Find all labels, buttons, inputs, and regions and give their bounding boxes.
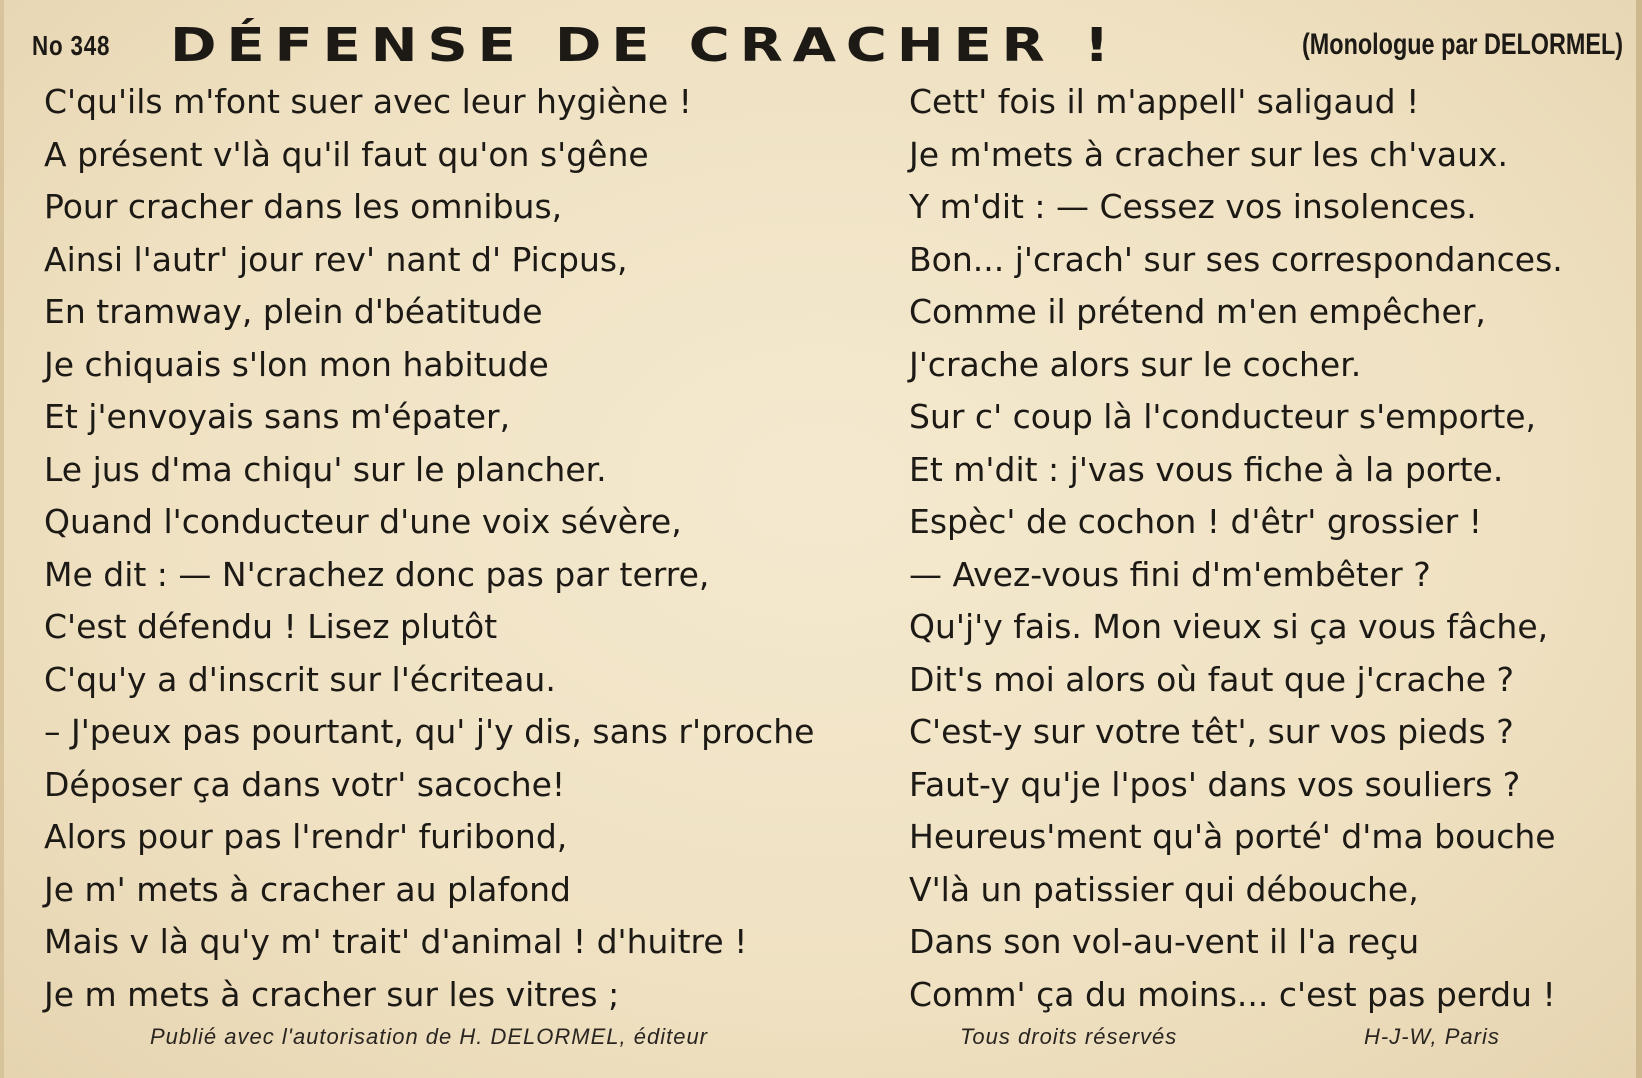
left-column xyxy=(44,76,814,1021)
verse-line: Je m' mets à cracher au plafond xyxy=(44,869,572,909)
page-title: DÉFENSE DE CRACHER ! xyxy=(170,18,1120,72)
verse-line: Comme il prétend m'en empêcher, xyxy=(909,292,1486,331)
verse-line: Dit's moi alors où faut que j'crache ? xyxy=(909,659,1515,699)
verse-line: C'qu'y a d'inscrit sur l'écriteau. xyxy=(44,659,556,699)
verse-line: – J'peux pas pourtant, qu' j'y dis, sans r'proche xyxy=(44,712,815,751)
footer xyxy=(4,1024,1642,1064)
verse-line: Y m'dit : — Cessez vos insolences. xyxy=(909,187,1477,226)
verse-line: Cett' fois il m'appell' saligaud ! xyxy=(909,82,1420,121)
verse-line: Heureus'ment qu'à porté' d'ma bouche xyxy=(909,817,1556,856)
verse-line: Et j'envoyais sans m'épater, xyxy=(44,397,511,436)
verse-line: Qu'j'y fais. Mon vieux si ça vous fâche, xyxy=(909,607,1549,646)
subtitle: (Monologue par DELORMEL) xyxy=(1302,28,1624,61)
verse-line: Je m'mets à cracher sur les ch'vaux. xyxy=(909,134,1509,174)
verse-line: Le jus d'ma chiqu' sur le plancher. xyxy=(44,449,607,489)
verse-line: Me dit : — N'crachez donc pas par terre, xyxy=(44,554,710,594)
card-number: No 348 xyxy=(32,30,111,61)
printer-note: H-J-W, Paris xyxy=(1364,1024,1500,1049)
verse-line: V'là un patissier qui débouche, xyxy=(909,869,1419,909)
verse-line: Quand l'conducteur d'une voix sévère, xyxy=(44,502,682,541)
right-column xyxy=(909,76,1563,1021)
verse-line: Dans son vol-au-vent il l'a reçu xyxy=(909,922,1420,961)
verse-line: En tramway, plein d'béatitude xyxy=(44,292,543,331)
verse-line: Je chiquais s'lon mon habitude xyxy=(44,344,549,384)
verse-line: J'crache alors sur le cocher. xyxy=(909,344,1362,384)
publisher-note: Publié avec l'autorisation de H. DELORMEL, éditeur xyxy=(150,1024,709,1049)
verse-line: Ainsi l'autr' jour rev' nant d' Picpus, xyxy=(44,239,628,279)
verse-line: Sur c' coup là l'conducteur s'emporte, xyxy=(909,397,1537,436)
verse-line: C'est défendu ! Lisez plutôt xyxy=(44,607,498,646)
verse-line: C'est-y sur votre têt', sur vos pieds ? xyxy=(909,712,1514,751)
verse-line: Je m mets à cracher sur les vitres ; xyxy=(44,974,620,1014)
verse-line: Espèc' de cochon ! d'êtr' grossier ! xyxy=(909,502,1482,541)
rights-note: Tous droits réservés xyxy=(960,1024,1178,1049)
verse-line: Mais v là qu'y m' trait' d'animal ! d'huitre ! xyxy=(44,922,748,961)
verse-line: A présent v'là qu'il faut qu'on s'gêne xyxy=(44,134,649,174)
verse-line: Comm' ça du moins... c'est pas perdu ! xyxy=(909,974,1556,1014)
verse-line: Alors pour pas l'rendr' furibond, xyxy=(44,817,568,856)
verse-line: Faut-y qu'je l'pos' dans vos souliers ? xyxy=(909,764,1521,804)
verse-line: Et m'dit : j'vas vous fiche à la porte. xyxy=(909,449,1504,489)
verse-line: C'qu'ils m'font suer avec leur hygiène ! xyxy=(44,82,692,121)
header xyxy=(4,18,1642,78)
verse-line: Pour cracher dans les omnibus, xyxy=(44,187,563,226)
verse-line: Déposer ça dans votr' sacoche! xyxy=(44,764,566,804)
verse-line: Bon... j'crach' sur ses correspondances. xyxy=(909,239,1563,279)
verse-line: — Avez-vous fini d'm'embêter ? xyxy=(909,554,1431,594)
